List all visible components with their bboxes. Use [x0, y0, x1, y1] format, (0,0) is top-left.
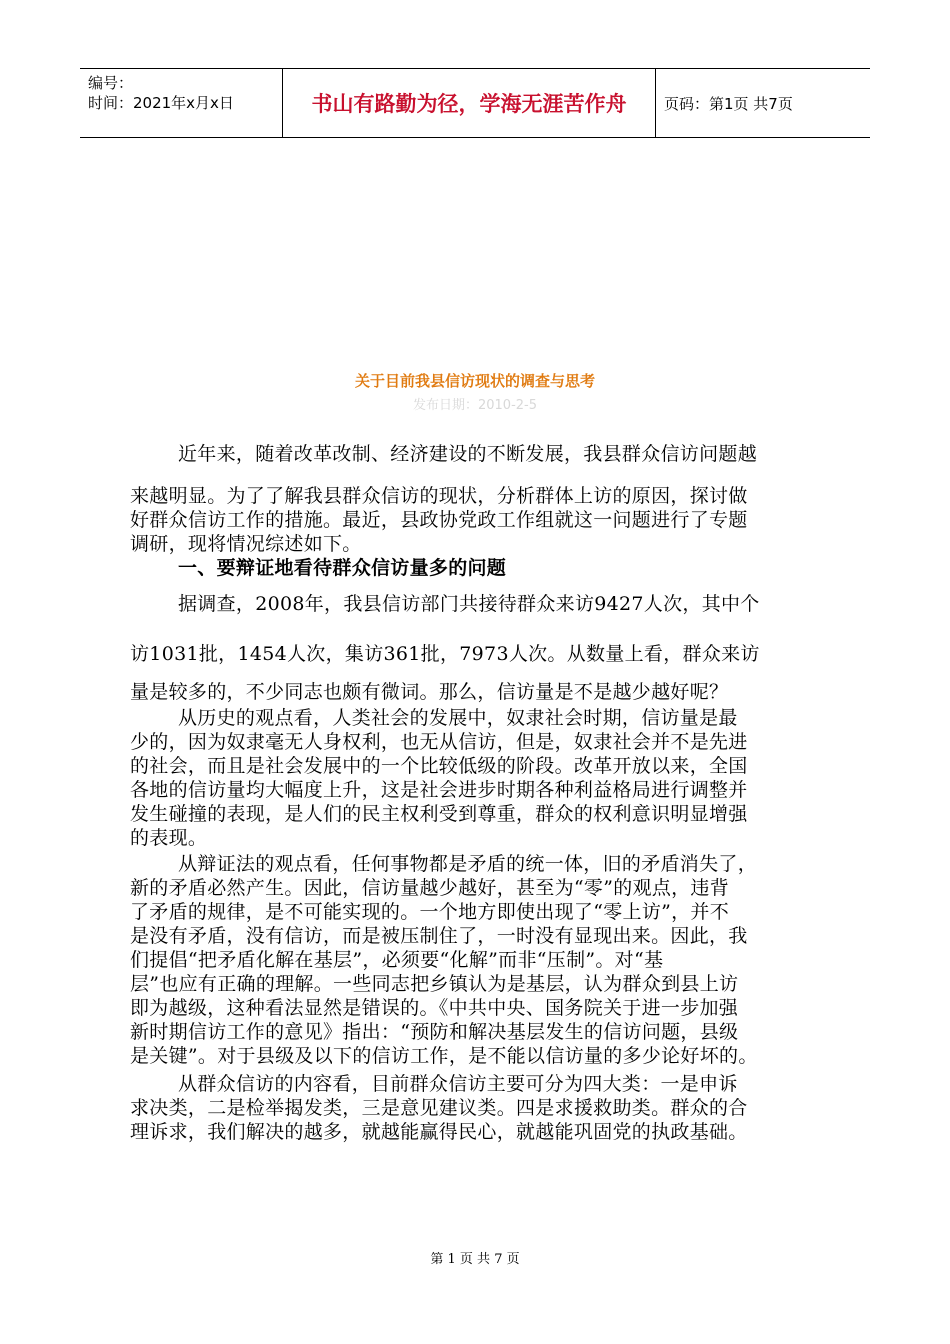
article-date: 发布日期：2010-2-5 [412, 398, 537, 413]
body-line: 求决类，二是检举揭发类，三是意见建议类。四是求援救助类。群众的合 [130, 1097, 748, 1119]
body-line: 新时期信访工作的意见》指出：“预防和解决基层发生的信访问题，县级 [130, 1021, 739, 1043]
page-footer: 第 1 页 共 7 页 [430, 1252, 520, 1267]
body-line: 从辩证法的观点看，任何事物都是矛盾的统一体，旧的矛盾消失了， [178, 853, 758, 875]
body-line: 据调查，2008年，我县信访部门共接待群众来访9427人次，其中个 [178, 593, 760, 615]
page-header [80, 68, 870, 138]
header-meta [80, 69, 283, 137]
body-line: 量是较多的，不少同志也颇有微词。那么，信访量是不是越少越好呢？ [130, 681, 729, 703]
body-line: 是没有矛盾，没有信访，而是被压制住了，一时没有显现出来。因此，我 [130, 925, 748, 947]
body-line: 从历史的观点看，人类社会的发展中，奴隶社会时期，信访量是最 [178, 707, 738, 729]
body-line: 少的，因为奴隶毫无人身权利，也无从信访，但是，奴隶社会并不是先进 [130, 731, 748, 753]
header-page-info: 页码：第1页 共7页 [664, 94, 793, 113]
header-motto: 书山有路勤为径，学海无涯苦作舟 [283, 69, 656, 137]
body-line: 来越明显。为了了解我县群众信访的现状，分析群体上访的原因，探讨做 [130, 485, 748, 507]
body-line: 各地的信访量均大幅度上升，这是社会进步时期各种利益格局进行调整并 [130, 779, 748, 801]
body-line: 新的矛盾必然产生。因此，信访量越少越好，甚至为“零”的观点，违背 [130, 877, 730, 899]
body-line: 近年来，随着改革改制、经济建设的不断发展，我县群众信访问题越 [178, 443, 758, 465]
body-line: 发生碰撞的表现，是人们的民主权利受到尊重，群众的权利意识明显增强 [130, 803, 748, 825]
body-line: 从群众信访的内容看，目前群众信访主要可分为四大类：一是申诉 [178, 1073, 738, 1095]
section-heading: 一、要辩证地看待群众信访量多的问题 [178, 557, 507, 579]
body-line: 是关键”。对于县级及以下的信访工作，是不能以信访量的多少论好坏的。 [130, 1045, 758, 1067]
article-title: 关于目前我县信访现状的调查与思考 [354, 372, 595, 390]
time-label: 时间：2021年x月x日 [88, 94, 234, 112]
body-line: 调研，现将情况综述如下。 [130, 533, 362, 555]
body-line: 层”也应有正确的理解。一些同志把乡镇认为是基层，认为群众到县上访 [130, 973, 739, 995]
body-line: 的社会，而且是社会发展中的一个比较低级的阶段。改革开放以来，全国 [130, 755, 748, 777]
body-line: 们提倡“把矛盾化解在基层”，必须要“化解”而非“压制”。对“基 [130, 949, 664, 971]
body-line: 理诉求，我们解决的越多，就越能赢得民心，就越能巩固党的执政基础。 [130, 1121, 748, 1143]
body-line: 的表现。 [130, 827, 208, 849]
number-label: 编号： [88, 74, 134, 92]
body-line: 即为越级，这种看法显然是错误的。《中共中央、国务院关于进一步加强 [130, 997, 739, 1019]
body-line: 访1031批，1454人次，集访361批，7973人次。从数量上看，群众来访 [130, 643, 760, 665]
body-line: 好群众信访工作的措施。最近，县政协党政工作组就这一问题进行了专题 [130, 509, 748, 531]
body-line: 了矛盾的规律，是不可能实现的。一个地方即使出现了“零上访”，并不 [130, 901, 730, 923]
